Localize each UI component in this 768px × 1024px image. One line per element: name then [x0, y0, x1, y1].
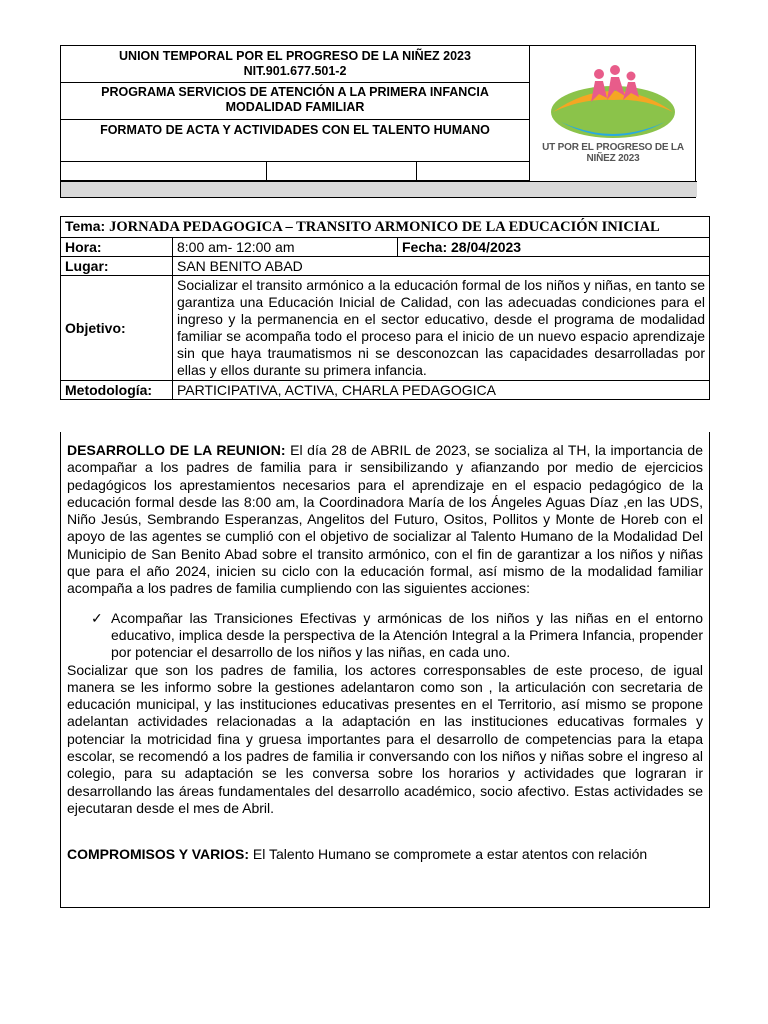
header-empty-cell	[61, 162, 267, 180]
compromisos-heading: COMPROMISOS Y VARIOS:	[67, 846, 250, 863]
document-header	[60, 45, 696, 198]
header-format-row	[61, 120, 529, 162]
desarrollo-text: El día 28 de ABRIL de 2023, se socializa al TH, la importancia de acompañar a los padres de familia para ir sensibilizando y afianzando por medio de ejercicios pedagógicos los aprestamientos necesarios para el aprendizaje en el espacio pedagógico de la educación formal desde las 8:00 am, la Coordinadora María de los Ángeles Aguas Díaz ,en las UDS, Niño Jesús, Sembrando Esperanzas, Angelitos del Futuro, Ositos, Pollitos y Monte de Horeb con el apoyo de las agentes se cumplió con el objetivo de socializar al Talento Humano de la Modalidad Del Municipio de San Benito Abad sobre el transito armónico, con el fin de garantizar a los niños y niñas que para el año 2024, inicien su ciclo con la educación formal, así mismo de la modalidad familiar acompaña a los padres de familia cumpliendo con las siguientes acciones:	[67, 442, 704, 597]
metodologia-label: Metodología:	[61, 381, 173, 400]
meeting-info-table	[60, 216, 710, 400]
compromisos-text: El Talento Humano se compromete a estar atentos con relación	[249, 846, 648, 863]
metodologia-row	[61, 381, 710, 400]
lugar-label: Lugar:	[61, 257, 173, 276]
hora-value: 8:00 am- 12:00 am	[173, 238, 398, 257]
format-title: FORMATO DE ACTA Y ACTIVIDADES CON EL TALENTO HUMANO	[100, 123, 490, 137]
tema-label: Tema:	[65, 218, 106, 234]
header-empty-cell	[266, 162, 417, 180]
lugar-value: SAN BENITO ABAD	[173, 257, 710, 276]
header-org-row	[61, 46, 529, 83]
checkmark-icon: ✓	[91, 609, 103, 626]
socializar-paragraph: Socializar que son los padres de familia, los actores corresponsables de este proceso, de igual manera se les informo sobre la gestiones adelantaron como son , la articulación con secretaria de educación municipal, y las instituciones educativas presentes en el Territorio, así mismo se propone adelantan actividades relacionadas a la adaptación en las instituciones educativas formales y potenciar la motricidad fina y gruesa importantes para el desarrollo de competencias para la etapa escolar, se recomendó a los padres de familia ir conversando con los niños y niñas sobre el ingreso al colegio, para su adaptación se les conversa sobre los horarios y actividades que lograran ir desarrollando las áreas fundamentales del desarrollo académico, socio afectivo. Estas actividades se ejecutaran desde el mes de Abril.	[67, 661, 703, 816]
header-shaded-row	[61, 181, 697, 197]
program-name: PROGRAMA SERVICIOS DE ATENCIÓN A LA PRIMERA INFANCIA	[101, 85, 489, 99]
org-nit: NIT.901.677.501-2	[243, 64, 347, 78]
header-program-row	[61, 83, 529, 120]
metodologia-value: PARTICIPATIVA, ACTIVA, CHARLA PEDAGOGICA	[173, 381, 710, 400]
objetivo-row	[61, 276, 710, 381]
compromisos-paragraph	[67, 846, 703, 863]
lugar-row	[61, 257, 710, 276]
program-modality: MODALIDAD FAMILIAR	[225, 100, 365, 114]
checklist-item-text: Acompañar las Transiciones Efectivas y armónicas de los niños y las niñas en el entorno educativo, implica desde la perspectiva de la Atención Integral a la Primera Infancia, propender por potenciar el desarrollo de los niños y las niñas, en cada uno.	[111, 609, 703, 661]
desarrollo-paragraph	[67, 442, 703, 598]
tema-value: JORNADA PEDAGOGICA – TRANSITO ARMONICO DE LA EDUCACIÓN INICIAL	[109, 219, 660, 235]
header-left-block	[61, 46, 530, 197]
fecha-value: Fecha: 28/04/2023	[398, 238, 710, 257]
org-name: UNION TEMPORAL POR EL PROGRESO DE LA NIÑEZ 2023	[119, 49, 471, 63]
tema-cell	[61, 217, 710, 238]
objetivo-value: Socializar el transito armónico a la educación formal de los niños y niñas, en tanto se garantiza una Educación Inicial de Calidad, con las adecuadas condiciones para el ingreso y la permanencia en el sector educativo, desde el programa de modalidad familiar se acompaña todo el proceso para el inicio de un nuevo espacio aprendizaje sin que haya traumatismos ni se desconozcan las capacidades desarrolladas por ellas y ellos durante su primera infancia.	[173, 276, 710, 381]
header-empty-row	[61, 162, 529, 181]
objetivo-label: Objetivo:	[61, 276, 173, 381]
hora-label: Hora:	[61, 238, 173, 257]
tema-row	[61, 217, 710, 238]
logo-caption: UT POR EL PROGRESO DE LA NIÑEZ 2023	[542, 142, 684, 164]
desarrollo-heading: DESARROLLO DE LA REUNION:	[67, 442, 286, 458]
checklist-item	[67, 610, 703, 662]
meeting-development-section	[60, 432, 710, 908]
hora-row	[61, 238, 710, 257]
